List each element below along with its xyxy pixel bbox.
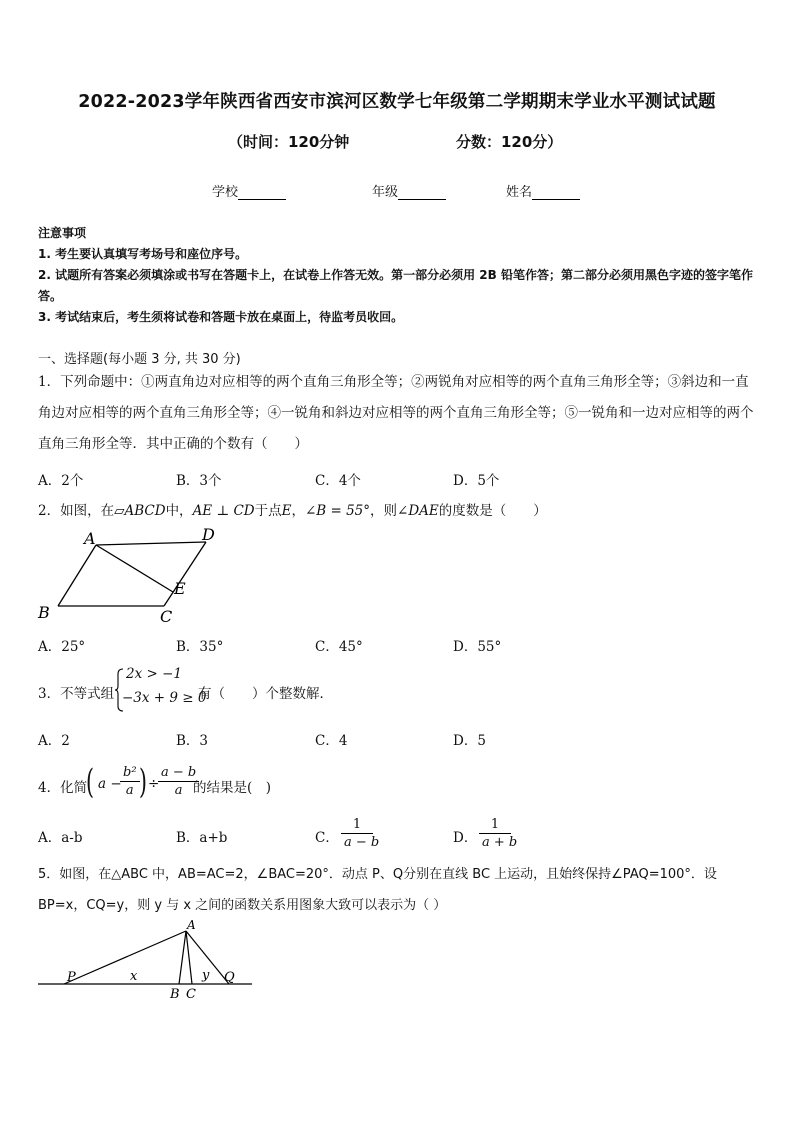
q2-perpendicular: AE ⊥ CD [192,503,255,519]
grade-label: 年级 [372,185,399,200]
school-field[interactable] [212,181,286,200]
q2-angle-b: ∠B = 55° [304,503,371,519]
q4-c-num: 1 [341,816,373,834]
grade-field[interactable] [372,181,446,200]
name-field[interactable] [506,181,580,200]
q4-option-a[interactable]: A．a-b [38,830,83,846]
q4-d-den: a + b [482,835,518,850]
label-q: Q [224,970,235,985]
label-b: B [38,603,50,622]
school-label: 学校 [212,185,239,200]
label-x: x [130,969,138,984]
q2-point-e: E [281,503,292,519]
q3-inequality-2: −3x + 9 ≥ 0 [122,690,207,706]
q4-frac2-den: a [174,783,183,798]
segment-ab [179,931,186,984]
label-d: D [202,526,215,544]
segment-ap [64,931,186,984]
question-1-text: 1．下列命题中：①两直角边对应相等的两个直角三角形全等；②两锐角对应相等的两个直角三角形全等；③斜边和一直角边对应相等的两个直角三角形全等；④一锐角和斜边对应相等的两个直角三角形全等；⑤一锐角和一边对应相等的两个直角三角形全等．其中正确的个数有（ ） [38,374,754,452]
label-a: A [84,529,96,548]
side-ad [96,542,206,545]
q2-prefix: 2．如图，在▱ [38,503,125,519]
label-a: A [187,918,196,932]
label-y: y [202,968,210,983]
label-p: P [67,970,76,985]
q4-divide-sign: ÷ [148,776,160,792]
q4-frac1-den: a [125,783,134,798]
q2-text: 中， [165,503,193,519]
q2-angle-dae: ∠DAE [397,503,439,519]
q4-frac2-num: a − b [158,764,199,782]
q1-option-b[interactable]: B．3个 [176,473,222,489]
score-label: 分数：120分） [456,133,563,151]
question-5-line-1: 5．如图，在△ABC 中，AB=AC=2，∠BAC=20°．动点 P、Q分别在直线 BC 上运动，且始终保持∠PAQ=100°．设 [38,867,717,882]
question-5-line-2: BP=x，CQ=y，则 y 与 x 之间的函数关系用图象大致可以表示为（ ） [38,898,447,913]
q1-option-c[interactable]: C．4个 [315,473,361,489]
q2-text: ， [291,503,305,519]
q4-left-paren: ( [86,762,94,802]
segment-ae [96,545,173,592]
section-heading: 一、选择题(每小题 3 分, 共 30 分) [38,352,241,367]
q2-text: 于点 [254,503,282,519]
label-e: E [174,579,186,598]
q4-d-num: 1 [479,816,511,834]
q2-figure [34,526,224,626]
q2-option-b[interactable]: B．35° [176,639,224,655]
q2-option-a[interactable]: A．25° [38,639,86,655]
q5-figure [34,918,264,1008]
question-2-text [38,499,547,519]
q4-fraction-1 [120,764,140,799]
q3-prefix: 3．不等式组 [38,686,115,702]
label-b: B [170,987,180,1002]
note-item: 2. 试题所有答案必须填涂或书写在答题卡上，在试卷上作答无效。第一部分必须用 2B 铅笔作答；第二部分必须用黑色字迹的签字笔作答。 [38,268,753,303]
q4-frac1-num: b² [120,764,140,782]
q3-option-a[interactable]: A．2 [38,733,70,749]
q2-parallelogram: ABCD [124,503,166,519]
side-ab [58,545,96,606]
label-c: C [186,987,196,1002]
label-c: C [160,607,173,626]
q4-expr-a: a − [98,776,122,792]
q3-option-b[interactable]: B．3 [176,733,209,749]
q1-option-a[interactable]: A．2个 [38,473,84,489]
q4-option-d-fraction [479,816,520,851]
notes-block [38,223,762,328]
q3-suffix: 有（ ）个整数解． [198,686,333,702]
notes-heading: 注意事项 [38,226,87,240]
q4-right-paren: ) [139,762,147,802]
segment-ac [186,931,192,984]
name-label: 姓名 [506,185,533,200]
q4-option-c-prefix: C． [315,830,339,846]
q4-prefix: 4．化简 [38,780,88,796]
q3-option-d[interactable]: D．5 [453,733,486,749]
q4-c-den: a − b [344,835,380,850]
q3-option-c[interactable]: C．4 [315,733,348,749]
note-item: 3. 考试结束后，考生须将试卷和答题卡放在桌面上，待监考员收回。 [38,310,404,324]
note-item: 1. 考生要认真填写考场号和座位序号。 [38,247,248,261]
q4-option-c-fraction [341,816,382,851]
time-label: （时间：120分钟 [228,133,350,151]
q4-suffix: 的结果是( ) [193,780,272,796]
q3-inequality-1: 2x > −1 [126,666,182,682]
q1-option-d[interactable]: D．5个 [453,473,500,489]
q2-option-d[interactable]: D．55° [453,639,502,655]
q2-option-c[interactable]: C．45° [315,639,363,655]
q2-text: 的度数是（ ） [438,503,547,519]
page-title: 2022-2023学年陕西省西安市滨河区数学七年级第二学期期末学业水平测试试题 [78,92,716,112]
q4-option-b[interactable]: B．a+b [176,830,228,846]
q2-text: ，则 [370,503,398,519]
q4-option-d-prefix: D． [453,830,478,846]
